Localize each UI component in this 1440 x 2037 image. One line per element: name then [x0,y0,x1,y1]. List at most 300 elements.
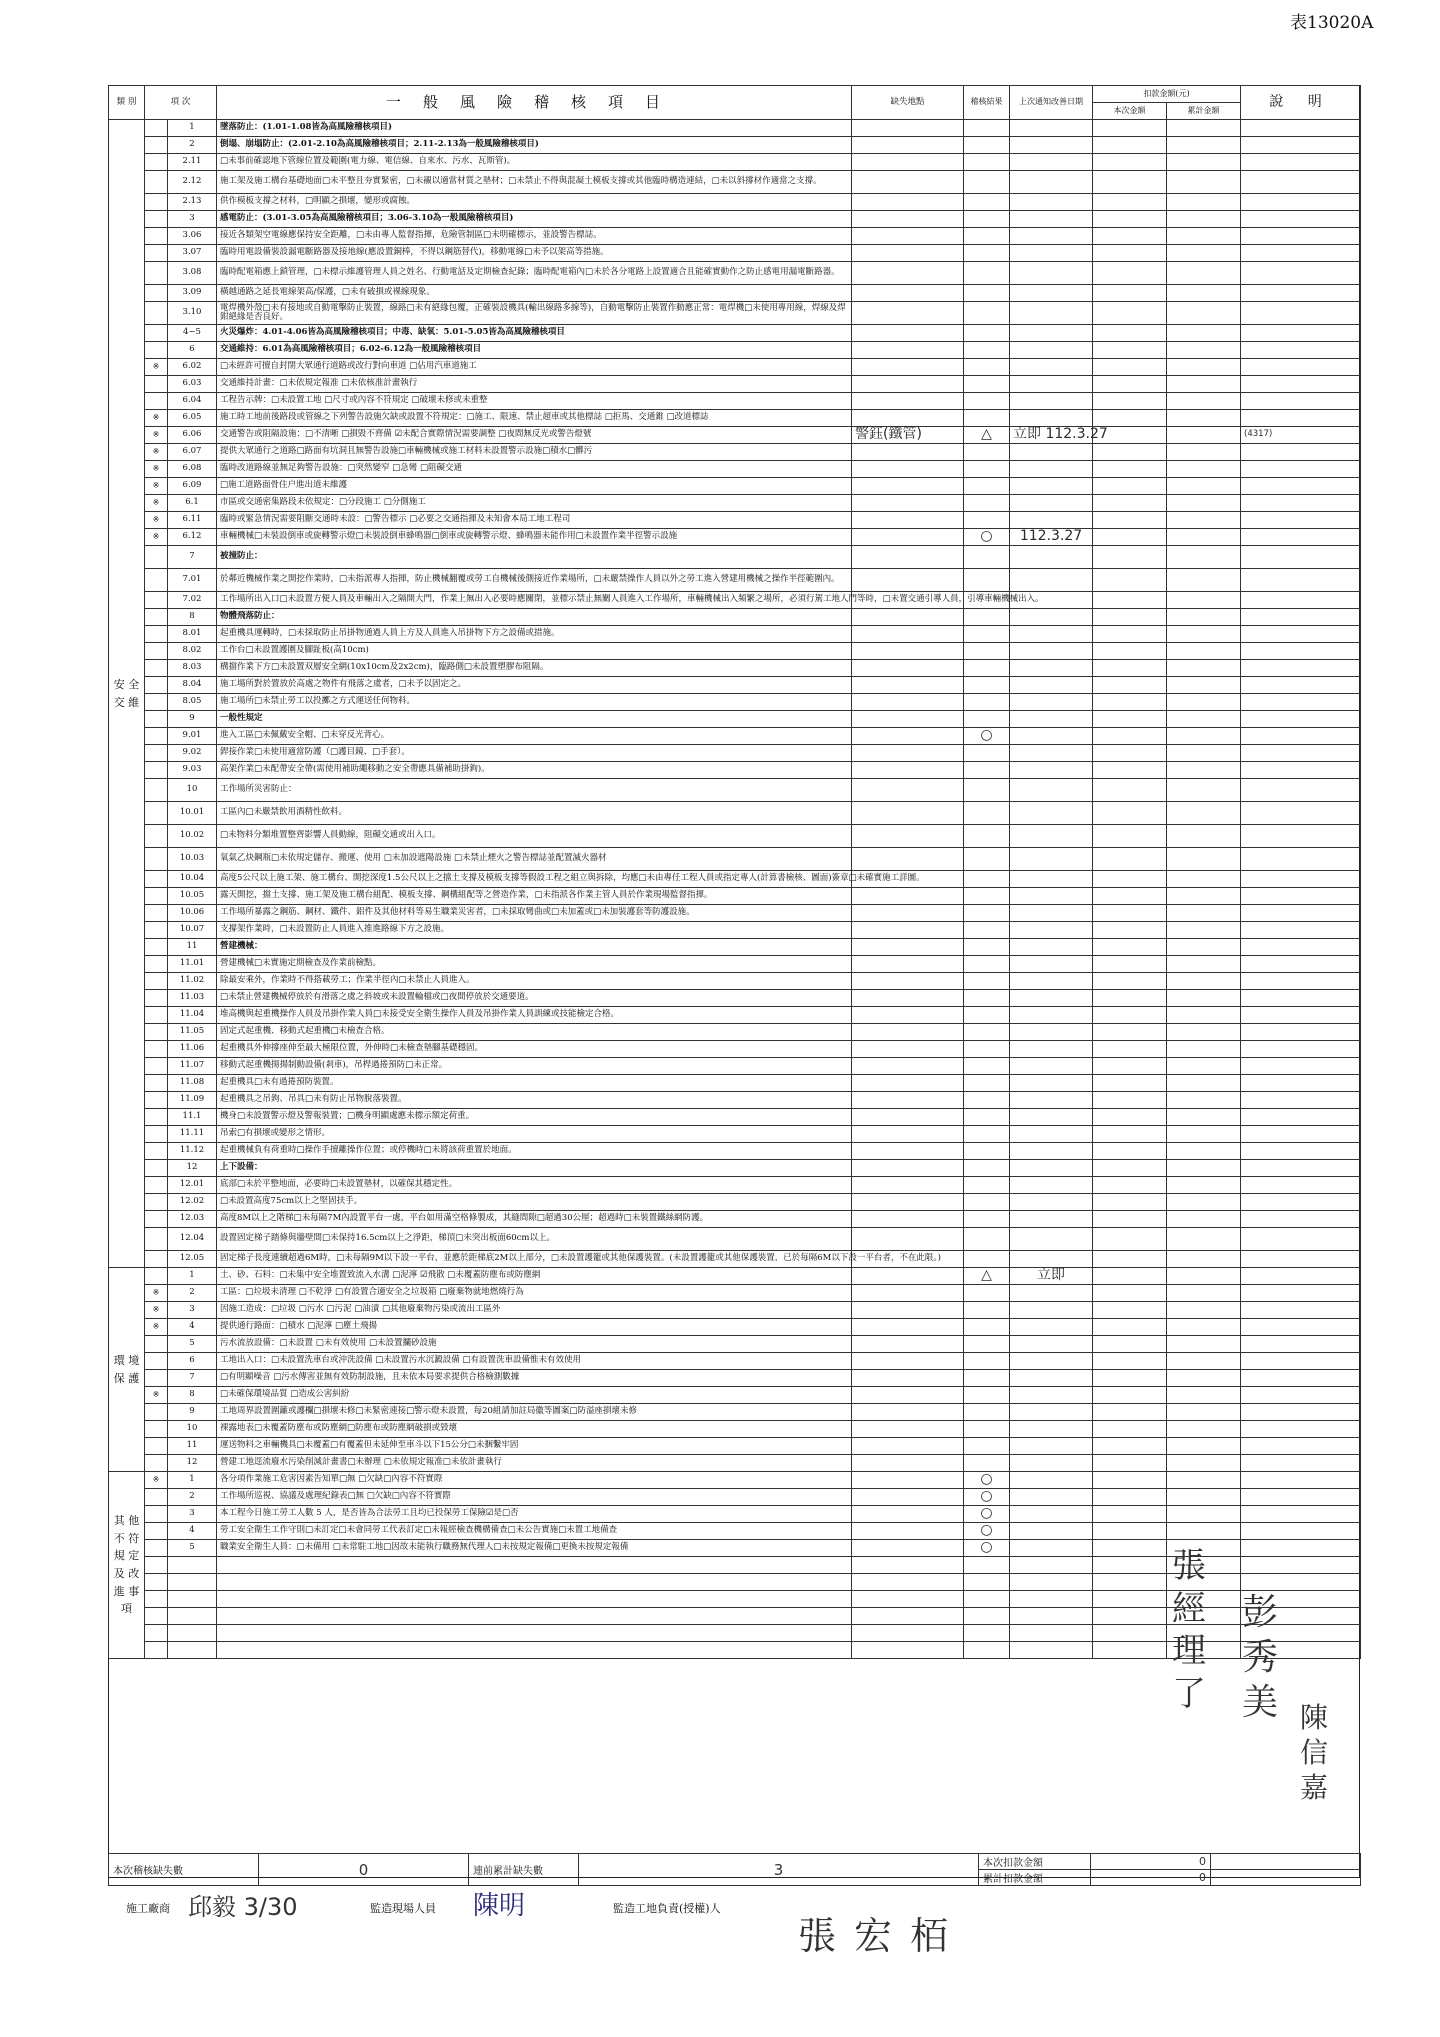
blank-cell [168,1574,217,1591]
result-cell [964,1353,1010,1370]
result-cell [964,848,1010,871]
item-text: 進入工區□未佩戴安全帽、□未穿反光背心。 [217,728,852,745]
cum-amount-cell [1167,1472,1241,1489]
item-text: 除最安乘外，作業時不得搭載勞工；作業半徑內□未禁止人員進入。 [217,973,852,990]
item-text: □未設置高度75cm以上之堅固扶手。 [217,1194,852,1211]
this-amount-cell [1093,762,1167,779]
item-text: 運送物料之車輛機具□未覆蓋□有覆蓋但未延伸至車斗以下15公分□未捆繫牢固 [217,1438,852,1455]
note-cell [1241,1160,1361,1177]
table-row [109,529,1361,546]
result-cell [964,888,1010,905]
item-number: 12.04 [168,1228,217,1251]
result-cell [964,922,1010,939]
header-title: 一般風險稽核項目 [217,86,852,120]
item-number: 1 [168,1268,217,1285]
cum-amount-cell [1167,137,1241,154]
location-cell [852,677,964,694]
result-cell [964,228,1010,245]
prev-date-cell [1010,325,1093,342]
item-text: 起重機具之吊鉤、吊具□未有防止吊物脫落裝置。 [217,1092,852,1109]
location-cell [852,359,964,376]
result-cell [964,939,1010,956]
item-number: 2 [168,1489,217,1506]
mark-cell [145,711,168,728]
note-cell [1241,427,1361,444]
table-row [109,1438,1361,1455]
prev-date-cell [1010,444,1093,461]
item-text: 高架作業□未配帶安全帶(需使用補助繩移動之安全帶應具備補助掛鉤)。 [217,762,852,779]
item-text: 機身□未設置警示燈及警報裝置；□機身明顯處應未標示額定荷重。 [217,1109,852,1126]
location-cell [852,1143,964,1160]
prev-date-cell [1010,228,1093,245]
item-number: 3.06 [168,228,217,245]
item-text: 臨時改道路線並無足夠警告設施：□突然變窄 □急彎 □阻礙交通 [217,461,852,478]
mark-cell: ※ [145,512,168,529]
result-cell [964,1211,1010,1228]
blank-cell [1010,1574,1093,1591]
item-number: 7 [168,1370,217,1387]
mark-cell [145,137,168,154]
location-cell [852,1404,964,1421]
result-cell [964,1319,1010,1336]
mark-cell [145,922,168,939]
location-cell [852,262,964,285]
item-text: 工作場所出入口□未設置方便人員及車輛出入之隔開大門，作業上無出入必要時應關閉，並標示禁止無關人員進入工作場所，車輛機械出入頻繁之場所，必須行駕工地人門等時，□未置交通引導人員，引導車輛機械出入。 [217,592,852,609]
mark-cell [145,1251,168,1268]
item-text: 本工程今日施工勞工人數 5 人，是否皆為合法勞工且均已投保勞工保險☑是□否 [217,1506,852,1523]
item-number: 9.03 [168,762,217,779]
location-cell [852,990,964,1007]
location-cell [852,529,964,546]
item-text: 工作場所巡視、協議及處理紀錄表□無 □欠缺□內容不符實際 [217,1489,852,1506]
item-text: 交通維持計畫：□未依規定報准 □未依核准計畫執行 [217,376,852,393]
blank-cell [1093,1557,1167,1574]
item-number: 9 [168,711,217,728]
blank-cell [1093,1574,1167,1591]
item-text: □有明顯噪音 □污水傳害並無有效防制設施，且未依本局要求提供合格檢測數據 [217,1370,852,1387]
result-cell [964,154,1010,171]
prev-date-cell [1010,728,1093,745]
note-cell [1241,376,1361,393]
note-cell [1241,325,1361,342]
item-text: 裸露地表□未覆蓋防塵布或防塵網□防塵布或防塵網破損或毀壞 [217,1421,852,1438]
prev-date-cell [1010,1251,1093,1268]
table-row [109,512,1361,529]
table-row [109,1489,1361,1506]
note-cell [1241,1506,1361,1523]
summary-this-value: 0 [259,1854,469,1886]
mark-cell [145,1194,168,1211]
item-text: 臨時配電箱應上鎖管理，□未標示維護管理人員之姓名、行動電話及定期檢查紀錄；臨時配電箱內□未於各分電路上設置適合且能確實動作之防止感電用漏電斷路器。 [217,262,852,285]
cum-amount-cell [1167,848,1241,871]
location-cell [852,905,964,922]
location-cell [852,1523,964,1540]
item-number: 10.01 [168,802,217,825]
prev-date-cell [1010,956,1093,973]
item-number: 7.02 [168,592,217,609]
mark-cell [145,1041,168,1058]
prev-date-cell [1010,342,1093,359]
cum-amount-cell [1167,1251,1241,1268]
note-cell [1241,154,1361,171]
cum-amount-cell [1167,245,1241,262]
mark-cell: ※ [145,1302,168,1319]
item-text: 構擋作業下方□未設置双層安全網(10x10cm及2x2cm)，臨路側□未設置塑膠布阻隔。 [217,660,852,677]
this-amount-cell [1093,1092,1167,1109]
cum-amount-cell [1167,1421,1241,1438]
this-amount-cell [1093,956,1167,973]
side-signature-1: 張經理 了 [1172,1546,1206,1714]
note-cell [1241,444,1361,461]
result-cell [964,245,1010,262]
result-cell [964,285,1010,302]
location-cell [852,956,964,973]
prev-date-cell [1010,1058,1093,1075]
summary-row-this [109,1854,1361,1870]
blank-cell [1093,1608,1167,1625]
this-amount-cell [1093,1041,1167,1058]
result-cell [964,194,1010,211]
blank-cell [168,1625,217,1642]
cum-amount-cell [1167,285,1241,302]
this-amount-cell [1093,342,1167,359]
item-text: 設置固定梯子踏條與牆壁間□未保持16.5cm以上之淨距，梯頂□未突出板面60cm以上。 [217,1228,852,1251]
item-number: 12.05 [168,1251,217,1268]
mark-cell [145,154,168,171]
location-cell [852,1024,964,1041]
item-number: 9.02 [168,745,217,762]
note-cell [1241,956,1361,973]
prev-date-cell [1010,1075,1093,1092]
table-row [109,956,1361,973]
item-number: 6.04 [168,393,217,410]
prev-date-cell [1010,626,1093,643]
form-code: 表13020A [1290,13,1374,33]
location-cell [852,325,964,342]
table-row [109,1143,1361,1160]
inspection-table [108,85,1361,1659]
note-cell [1241,1041,1361,1058]
location-cell [852,848,964,871]
table-row [109,922,1361,939]
mark-cell [145,643,168,660]
prev-date-cell [1010,1109,1093,1126]
mark-cell [145,1523,168,1540]
item-number: 10.06 [168,905,217,922]
prev-date-cell [1010,120,1093,137]
item-number: 6.11 [168,512,217,529]
note-cell [1241,137,1361,154]
summary-prev-label: 連前累計缺失數 [469,1854,579,1886]
blank-cell [964,1557,1010,1574]
table-row [109,171,1361,194]
blank-cell [964,1625,1010,1642]
item-text [217,342,852,359]
item-text: 起重機具□未有過捲預防裝置。 [217,1075,852,1092]
header-cum-amount: 累計金額 [1167,103,1241,120]
result-cell [964,1143,1010,1160]
item-text: □施工道路面骨住户進出道未維護 [217,478,852,495]
table-row [109,1285,1361,1302]
this-amount-cell [1093,711,1167,728]
this-amount-cell [1093,1506,1167,1523]
mark-cell [145,1126,168,1143]
note-cell [1241,1109,1361,1126]
location-cell [852,1540,964,1557]
blank-cell [1093,1591,1167,1608]
this-amount-cell [1093,1109,1167,1126]
result-cell [964,1228,1010,1251]
category-other: 其 他 不 符 規 定 及 改 進 事 項 [109,1472,145,1659]
item-text: 吊索□有損壞或變形之情形。 [217,1126,852,1143]
result-cell [964,137,1010,154]
location-cell [852,171,964,194]
item-number: 11.1 [168,1109,217,1126]
location-cell [852,939,964,956]
result-cell [964,342,1010,359]
prev-date-cell [1010,245,1093,262]
header-note: 說 明 [1241,86,1361,120]
inspector-signature: 陳明 [473,1891,526,1921]
item-text: 各分項作業施工危害因素告知單□無 □欠缺□內容不符實際 [217,1472,852,1489]
result-cell [964,711,1010,728]
note-cell [1241,802,1361,825]
cum-amount-cell [1167,1336,1241,1353]
item-text: 市區或交通密集路段未依規定：□分段施工 □分側施工 [217,495,852,512]
cum-amount-cell [1167,1285,1241,1302]
summary-table [108,1853,1361,1886]
item-text: □未確保環境品質 □造成公害糾紛 [217,1387,852,1404]
mark-cell [145,393,168,410]
location-cell [852,626,964,643]
item-heading: 物體飛落防止： [220,611,280,622]
note-cell [1241,1540,1361,1557]
prev-date-cell [1010,285,1093,302]
table-row [109,546,1361,569]
this-amount-cell [1093,677,1167,694]
prev-date-cell [1010,1438,1093,1455]
location-cell [852,285,964,302]
prev-date-cell [1010,137,1093,154]
result-cell [964,1007,1010,1024]
cum-amount-cell [1167,871,1241,888]
blank-cell [145,1557,168,1574]
chief-label: 監造工地負責(授權)人 [613,1902,721,1915]
note-cell [1241,1387,1361,1404]
table-row [109,1251,1361,1268]
location-cell [852,512,964,529]
this-amount-cell [1093,569,1167,592]
result-cell [964,1387,1010,1404]
location-cell [852,1489,964,1506]
prev-date-cell [1010,1228,1093,1251]
this-amount-cell [1093,871,1167,888]
cum-amount-cell [1167,1024,1241,1041]
mark-cell [145,1024,168,1041]
item-heading: 一般性規定 [220,713,263,724]
cum-amount-cell [1167,171,1241,194]
this-amount-cell [1093,262,1167,285]
item-text: 露天開挖，擋土支撐、施工架及施工構台組配、模板支撐、鋼構組配等之營造作業，□未指派各作業主管人員於作業現場監督指揮。 [217,888,852,905]
table-row [109,1075,1361,1092]
cum-amount-cell [1167,1092,1241,1109]
table-row [109,1472,1361,1489]
item-number: 6.1 [168,495,217,512]
mark-cell [145,871,168,888]
table-row [109,1092,1361,1109]
prev-date-cell [1010,1506,1093,1523]
item-number: 6.09 [168,478,217,495]
handwritten-result: ○ [980,1522,993,1539]
cum-amount-cell [1167,359,1241,376]
table-row [109,660,1361,677]
prev-date-cell [1010,1302,1093,1319]
location-cell [852,609,964,626]
mark-cell: ※ [145,1472,168,1489]
note-cell [1241,762,1361,779]
mark-cell [145,956,168,973]
table-row [109,1421,1361,1438]
item-number: 2.13 [168,194,217,211]
table-row [109,825,1361,848]
cum-amount-cell [1167,888,1241,905]
item-text: 堆高機與起重機操作人員及吊掛作業人員□未接受安全衛生操作人員及吊掛作業人員訓練或技能檢定合格。 [217,1007,852,1024]
location-cell [852,1370,964,1387]
table-row [109,1353,1361,1370]
location-cell [852,728,964,745]
header-deduct: 扣款金額(元) [1093,86,1241,103]
mark-cell [145,342,168,359]
item-text: 橫越通路之延長電線架高/保護，□未有破損或裸線現象。 [217,285,852,302]
inspector-label: 監造現場人員 [370,1902,436,1915]
mark-cell [145,1160,168,1177]
item-number: 6.05 [168,410,217,427]
item-text [217,325,852,342]
cum-amount-cell [1167,825,1241,848]
item-number: 11.06 [168,1041,217,1058]
item-number: 12 [168,1455,217,1472]
prev-date-cell [1010,1489,1093,1506]
mark-cell [145,728,168,745]
note-cell [1241,677,1361,694]
mark-cell [145,1489,168,1506]
mark-cell [145,1092,168,1109]
item-number: 11.03 [168,990,217,1007]
mark-cell [145,1455,168,1472]
item-number: 6.07 [168,444,217,461]
note-cell [1241,973,1361,990]
mark-cell: ※ [145,444,168,461]
blank-cell [852,1642,964,1659]
mark-cell [145,592,168,609]
prev-date-cell [1010,478,1093,495]
handwritten-note: (4317) [1244,429,1273,440]
this-amount-cell [1093,1319,1167,1336]
mark-cell [145,1058,168,1075]
header-result: 稽核結果 [964,86,1010,120]
signature-area [108,1885,1360,1985]
result-cell [964,1421,1010,1438]
prev-date-cell [1010,1421,1093,1438]
note-cell [1241,569,1361,592]
prev-date-cell [1010,1540,1093,1557]
mark-cell [145,1370,168,1387]
prev-date-cell [1010,529,1093,546]
location-cell [852,478,964,495]
cum-amount-cell [1167,643,1241,660]
blank-cell [852,1591,964,1608]
location-cell [852,194,964,211]
location-cell [852,1228,964,1251]
location-cell [852,762,964,779]
mark-cell [145,825,168,848]
item-number: 5 [168,1540,217,1557]
side-signature-3: 陳信嘉 [1300,1701,1329,1804]
blank-cell [852,1557,964,1574]
prev-date-cell [1010,1194,1093,1211]
prev-date-cell [1010,1472,1093,1489]
cum-amount-cell [1167,461,1241,478]
result-cell [964,1523,1010,1540]
note-cell [1241,342,1361,359]
table-row [109,1302,1361,1319]
blank-cell [1241,1574,1361,1591]
result-cell [964,1455,1010,1472]
note-cell [1241,1007,1361,1024]
location-cell [852,1041,964,1058]
item-text: 工地周界設置圍籬或護欄□損壞未修□未緊密連接□警示燈未設置，每20組請加註局徽等圖案□防溢座損壞未修 [217,1404,852,1421]
item-number: 8.02 [168,643,217,660]
result-cell [964,745,1010,762]
prev-date-cell [1010,779,1093,802]
location-cell [852,427,964,444]
note-cell [1241,1211,1361,1228]
mark-cell [145,745,168,762]
prev-date-cell [1010,745,1093,762]
item-text: 工作場所暴露之鋼筋、鋼材、鐵件、鋁件及其他材料等易生職業災害者，□未採取彎曲或□未加蓋或□未加裝護套等防護設施。 [217,905,852,922]
location-cell [852,444,964,461]
item-number: 10.03 [168,848,217,871]
cum-amount-cell [1167,211,1241,228]
item-text: 電焊機外殼□未有接地或自動電擊防止裝置，線路□未有絕緣包覆，正確裝設機具(輸出線路多線等)，自動電擊防止裝置作動應正常：電焊機□未使用專用線，焊線及焊鉗絕緣是否良好。 [217,302,852,325]
cum-amount-cell [1167,728,1241,745]
item-text [217,211,852,228]
prev-date-cell [1010,609,1093,626]
this-amount-cell [1093,1540,1167,1557]
result-cell [964,1285,1010,1302]
result-cell [964,1370,1010,1387]
mark-cell [145,779,168,802]
this-amount-cell [1093,888,1167,905]
item-text [217,137,852,154]
prev-date-cell [1010,1211,1093,1228]
this-amount-cell [1093,626,1167,643]
item-text: 於鄰近機械作業之開挖作業時，□未指派專人指揮，防止機械翻覆或勞工自機械後側接近作業場所，□未嚴禁操作人員以外之勞工進入營建用機械之操作半徑範圍內。 [217,569,852,592]
mark-cell [145,973,168,990]
this-amount-cell [1093,779,1167,802]
note-cell [1241,990,1361,1007]
item-number: 8.01 [168,626,217,643]
table-row [109,802,1361,825]
this-amount-cell [1093,1143,1167,1160]
item-text: 土、砂、石料：□未集中安全堆置致流入水溝 □泥濘 ☑飛散 □未覆蓋防塵布或防塵網 [217,1268,852,1285]
table-row [109,302,1361,325]
table-row [109,711,1361,728]
this-amount-cell [1093,1489,1167,1506]
result-cell [964,427,1010,444]
mark-cell [145,262,168,285]
this-amount-cell [1093,939,1167,956]
